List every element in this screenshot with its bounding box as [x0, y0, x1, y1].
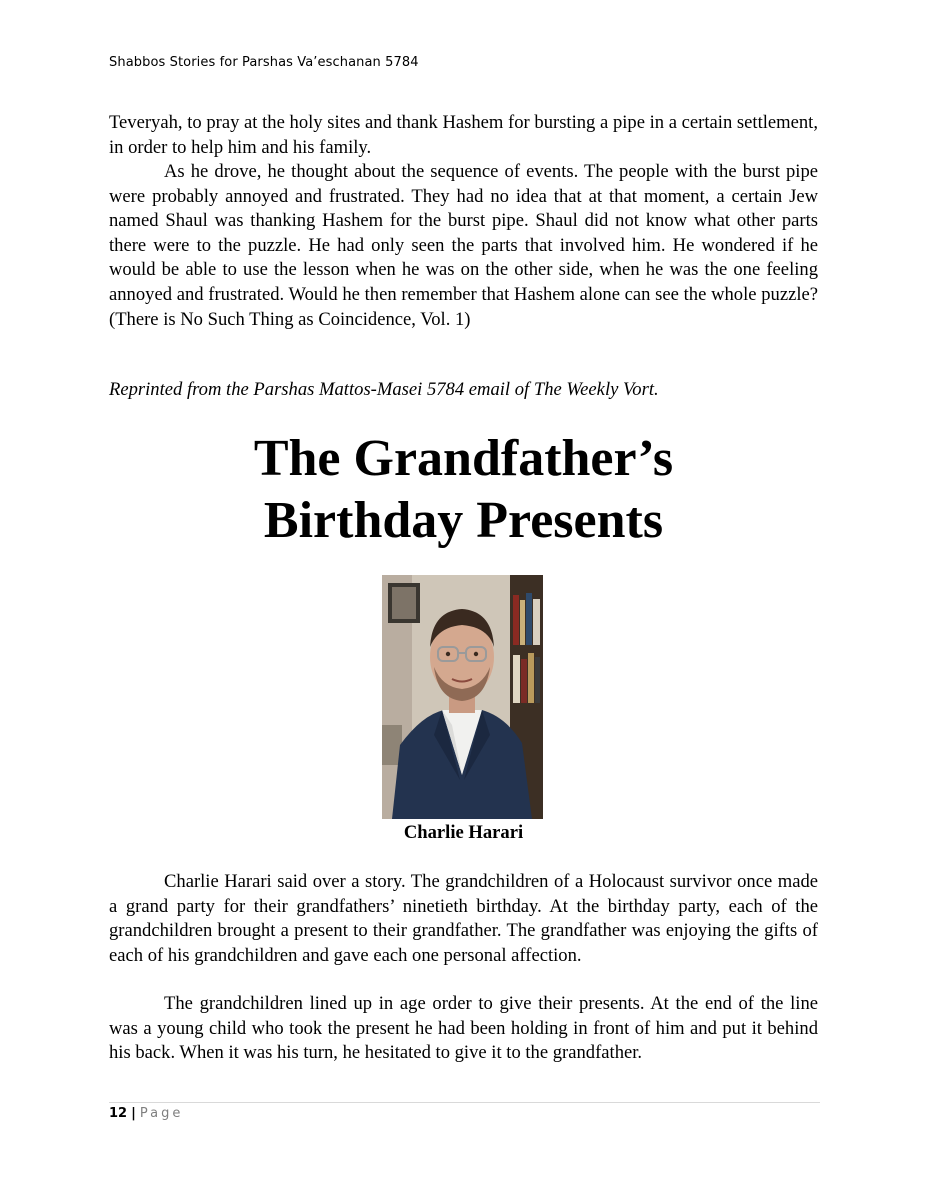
running-header: Shabbos Stories for Parshas Va’eschanan 5784	[109, 55, 419, 70]
photo-caption: Charlie Harari	[403, 822, 524, 843]
story-continuation-paragraph: Teveryah, to pray at the holy sites and thank Hashem for bursting a pipe in a certain settlement, in order to help him and his family.	[109, 112, 818, 158]
footer-separator: |	[131, 1106, 136, 1121]
story-paragraph: The grandchildren lined up in age order to give their presents. At the end of the line was a young child who took the present he had been holding in front of him and put it behind his back. When it was his turn, he hesitated to give it to the grandfather.	[109, 993, 818, 1064]
author-photo	[382, 575, 543, 819]
article-title	[109, 428, 818, 552]
page-footer	[109, 1106, 183, 1121]
page-number: 12	[109, 1106, 128, 1121]
story-paragraph: As he drove, he thought about the sequence of events. The people with the burst pipe were probably annoyed and frustrated. They had no idea that at that moment, a certain Jew named Shaul was thanking Hashem for the burst pipe. Shaul did not know what other parts there were to the puzzle. He had only seen the parts that involved him. He wondered if he would be able to use the lesson when he was on the other side, when he was the one feeling annoyed and frustrated. Would he then remember that Hashem alone can see the whole puzzle? (There is No Such Thing as Coincidence, Vol. 1)	[109, 161, 818, 330]
article-title-line-1: The Grandfather’s	[253, 430, 674, 487]
article-title-line-2: Birthday Presents	[263, 492, 664, 549]
story-paragraph: Charlie Harari said over a story. The grandchildren of a Holocaust survivor once made a grand party for their grandfathers’ ninetieth birthday. At the birthday party, each of the grandchildren brought a present to their grandfather. The grandfather was enjoying the gifts of each of his grandchildren and gave each one personal affection.	[109, 871, 818, 966]
footer-divider	[109, 1102, 820, 1103]
page-label: Page	[139, 1106, 184, 1121]
reprint-note: Reprinted from the Parshas Mattos-Masei 5784 email of The Weekly Vort.	[109, 379, 659, 400]
